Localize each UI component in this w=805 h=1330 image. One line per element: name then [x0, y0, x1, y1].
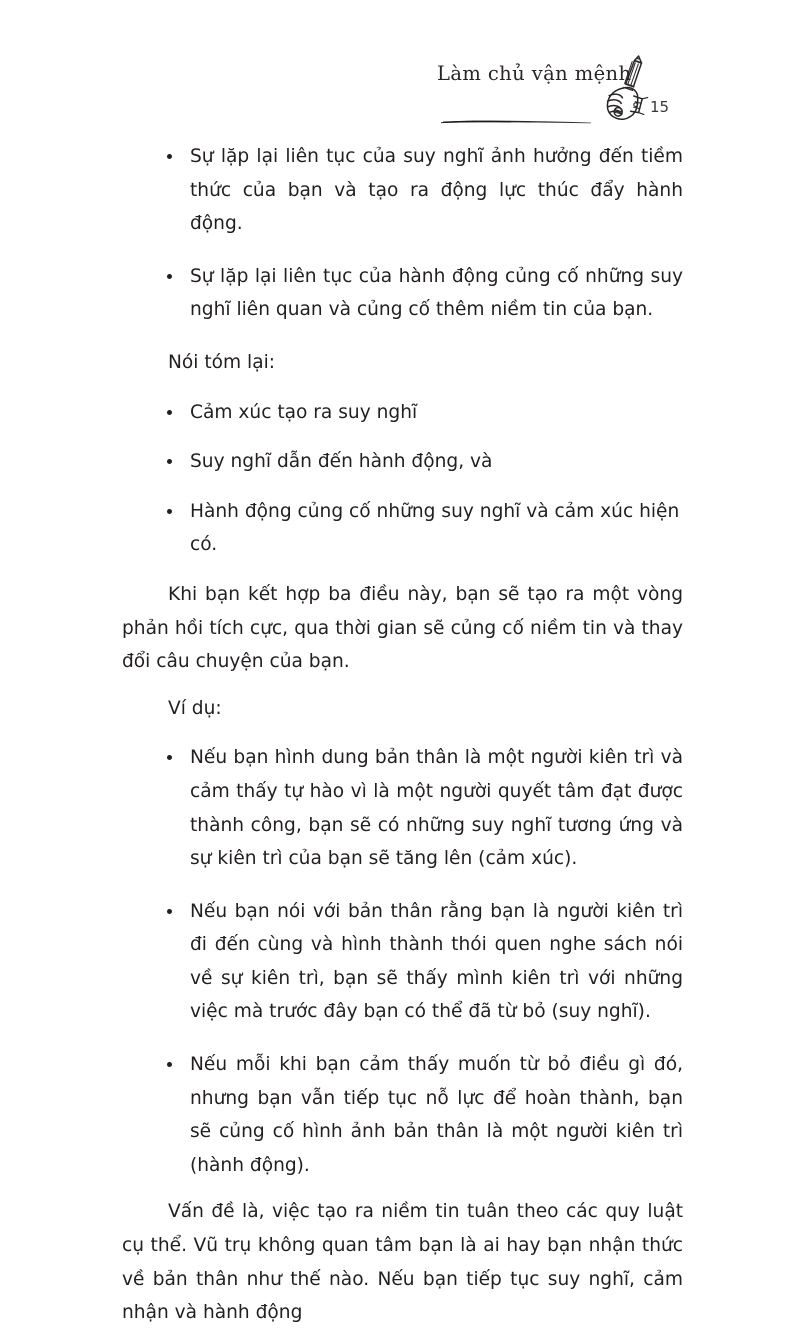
list-item: [122, 260, 683, 327]
page-title: Làm chủ vận mệnh: [437, 62, 632, 85]
bullet-dot-icon: [167, 909, 172, 914]
list-item-text: Suy nghĩ dẫn đến hành động, và: [190, 451, 493, 473]
spacer: [122, 876, 683, 895]
spacer: [122, 679, 683, 692]
bullet-dot-icon: [167, 755, 172, 760]
bullet-dot-icon: [167, 274, 172, 279]
bullet-dot-icon: [167, 459, 172, 464]
body-paragraph: Vấn đề là, việc tạo ra niềm tin tuân theo các quy luật cụ thể. Vũ trụ không quan tâm bạn là ai hay bạn nhận thức về bản thân như thế nào. Nếu bạn tiếp tục suy nghĩ, cảm nhận và hành động: [122, 1201, 683, 1324]
list-item: [122, 396, 683, 430]
list-item: [122, 445, 683, 479]
spacer: [122, 479, 683, 495]
list-item-text: Hành động củng cố những suy nghĩ và cảm xúc hiện có.: [190, 500, 680, 556]
page-number: 15: [650, 98, 670, 116]
spacer: [122, 1029, 683, 1048]
list-item-text: Sự lặp lại liên tục của suy nghĩ ảnh hưởng đến tiềm thức của bạn và tạo ra động lực thúc đẩy hành động.: [190, 146, 683, 235]
list-item-text: Nếu bạn hình dung bản thân là một người kiên trì và cảm thấy tự hào vì là một người quyết tâm đạt được thành công, bạn sẽ có những suy nghĩ tương ứng và sự kiên trì của bạn sẽ tăng lên (cảm xúc).: [190, 747, 683, 870]
list-item: [122, 895, 683, 1029]
list-item: [122, 1048, 683, 1182]
spacer: [122, 380, 683, 396]
lead-in-example: Ví dụ:: [168, 697, 222, 719]
spacer: [122, 241, 683, 260]
spacer: [122, 327, 683, 346]
bullet-dot-icon: [167, 410, 172, 415]
page-content: [122, 140, 683, 1330]
spacer: [122, 1182, 683, 1195]
list-item-text: Cảm xúc tạo ra suy nghĩ: [190, 401, 418, 423]
list-item: [122, 140, 683, 241]
spacer: [122, 562, 683, 578]
bullet-list-group-2: [122, 396, 683, 562]
spacer: [122, 725, 683, 741]
bullet-list-group-1: [122, 140, 683, 327]
header-title-wrap: [437, 62, 632, 85]
bullet-dot-icon: [167, 509, 172, 514]
list-item: [122, 495, 683, 562]
spacer: [122, 429, 683, 445]
body-paragraph: Khi bạn kết hợp ba điều này, bạn sẽ tạo ra một vòng phản hồi tích cực, qua thời gian sẽ củng cố niềm tin và thay đổi câu chuyện của bạn.: [122, 583, 683, 673]
lead-in-summary: Nói tóm lại:: [168, 351, 276, 373]
list-item-text: Sự lặp lại liên tục của hành động củng cố những suy nghĩ liên quan và củng cố thêm niềm tin của bạn.: [190, 265, 683, 321]
list-item-text: Nếu bạn nói với bản thân rằng bạn là người kiên trì đi đến cùng và hình thành thói quen nghe sách nói về sự kiên trì, bạn sẽ thấy mình kiên trì với những việc mà trước đây bạn có thể đã từ bỏ (suy nghĩ).: [190, 900, 683, 1023]
bullet-dot-icon: [167, 1062, 172, 1067]
bullet-dot-icon: [167, 154, 172, 159]
header-underline-rule: [441, 120, 591, 124]
list-item-text: Nếu mỗi khi bạn cảm thấy muốn từ bỏ điều gì đó, nhưng bạn vẫn tiếp tục nỗ lực để hoàn thành, bạn sẽ củng cố hình ảnh bản thân là một người kiên trì (hành động).: [190, 1054, 683, 1176]
bullet-list-group-3: [122, 741, 683, 1182]
list-item: [122, 741, 683, 875]
running-header: [0, 28, 805, 116]
